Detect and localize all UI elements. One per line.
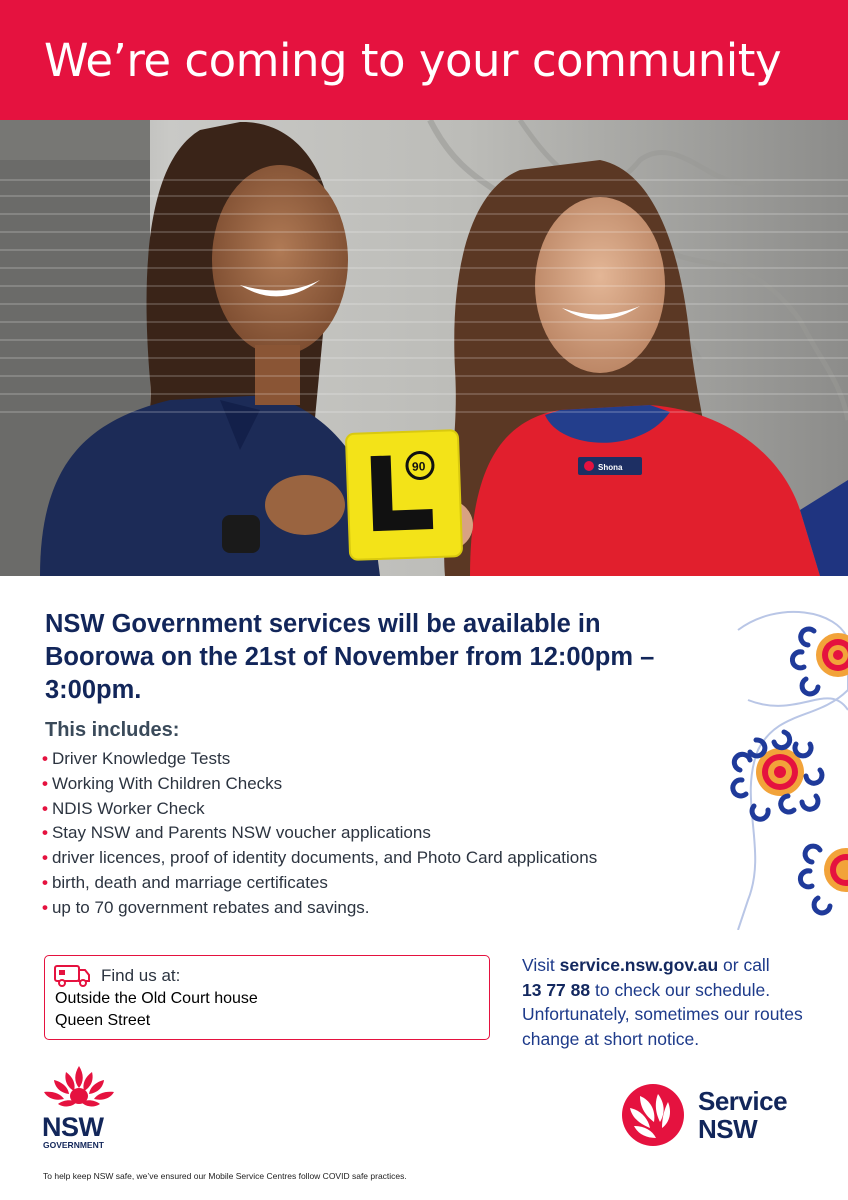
footer-note: To help keep NSW safe, we’ve ensured our Mobile Service Centres follow COVID safe practices. (43, 1171, 407, 1181)
hero-photo (0, 120, 848, 576)
government-wordmark: GOVERNMENT (43, 1140, 104, 1150)
service-nsw-logo (620, 1080, 820, 1150)
list-item: • up to 70 government rebates and savings. (42, 897, 370, 917)
waratah-icon (40, 1064, 118, 1112)
l-plate (346, 430, 462, 560)
location-box (44, 955, 490, 1040)
speed-limit-text: 90 (411, 459, 426, 474)
header-banner (0, 0, 848, 120)
find-us-label: Find us at: (101, 966, 181, 985)
aboriginal-artwork-decoration (718, 600, 848, 930)
service-nsw-emblem-icon (620, 1082, 686, 1148)
address-line-1: Outside the Old Court house (55, 990, 258, 1007)
service-wordmark: Service (698, 1086, 788, 1116)
website-link[interactable]: service.nsw.gov.au (559, 955, 719, 975)
page-title: We’re coming to your community (44, 34, 782, 87)
list-item: • birth, death and marriage certificates (42, 872, 328, 892)
list-item: • NDIS Worker Check (42, 798, 205, 818)
services-list (42, 747, 597, 921)
hero-photo-illustration (0, 120, 848, 576)
includes-title: This includes: (45, 719, 180, 741)
visit-info: Visit service.nsw.gov.au or call 13 77 88 to check our schedule. Unfortunately, sometimes our routes change at short notice. (522, 955, 803, 1049)
list-item: • Working With Children Checks (42, 773, 283, 793)
phone-number[interactable]: 13 77 88 (522, 979, 591, 1000)
nsw-wordmark: NSW (42, 1112, 104, 1142)
list-item: • driver licences, proof of identity documents, and Photo Card applications (42, 848, 598, 868)
van-icon (54, 963, 90, 987)
service-nsw-wordmark: NSW (698, 1114, 758, 1144)
nsw-government-logo (40, 1064, 120, 1152)
address-line-2: Queen Street (55, 1012, 151, 1029)
list-item: • Driver Knowledge Tests (42, 749, 231, 768)
name-badge-text: Shona (598, 463, 623, 472)
event-headline: NSW Government services will be available in Boorowa on the 21st of November from 12:00pm – 3:00pm. (45, 610, 655, 704)
list-item: • Stay NSW and Parents NSW voucher applications (42, 823, 431, 843)
